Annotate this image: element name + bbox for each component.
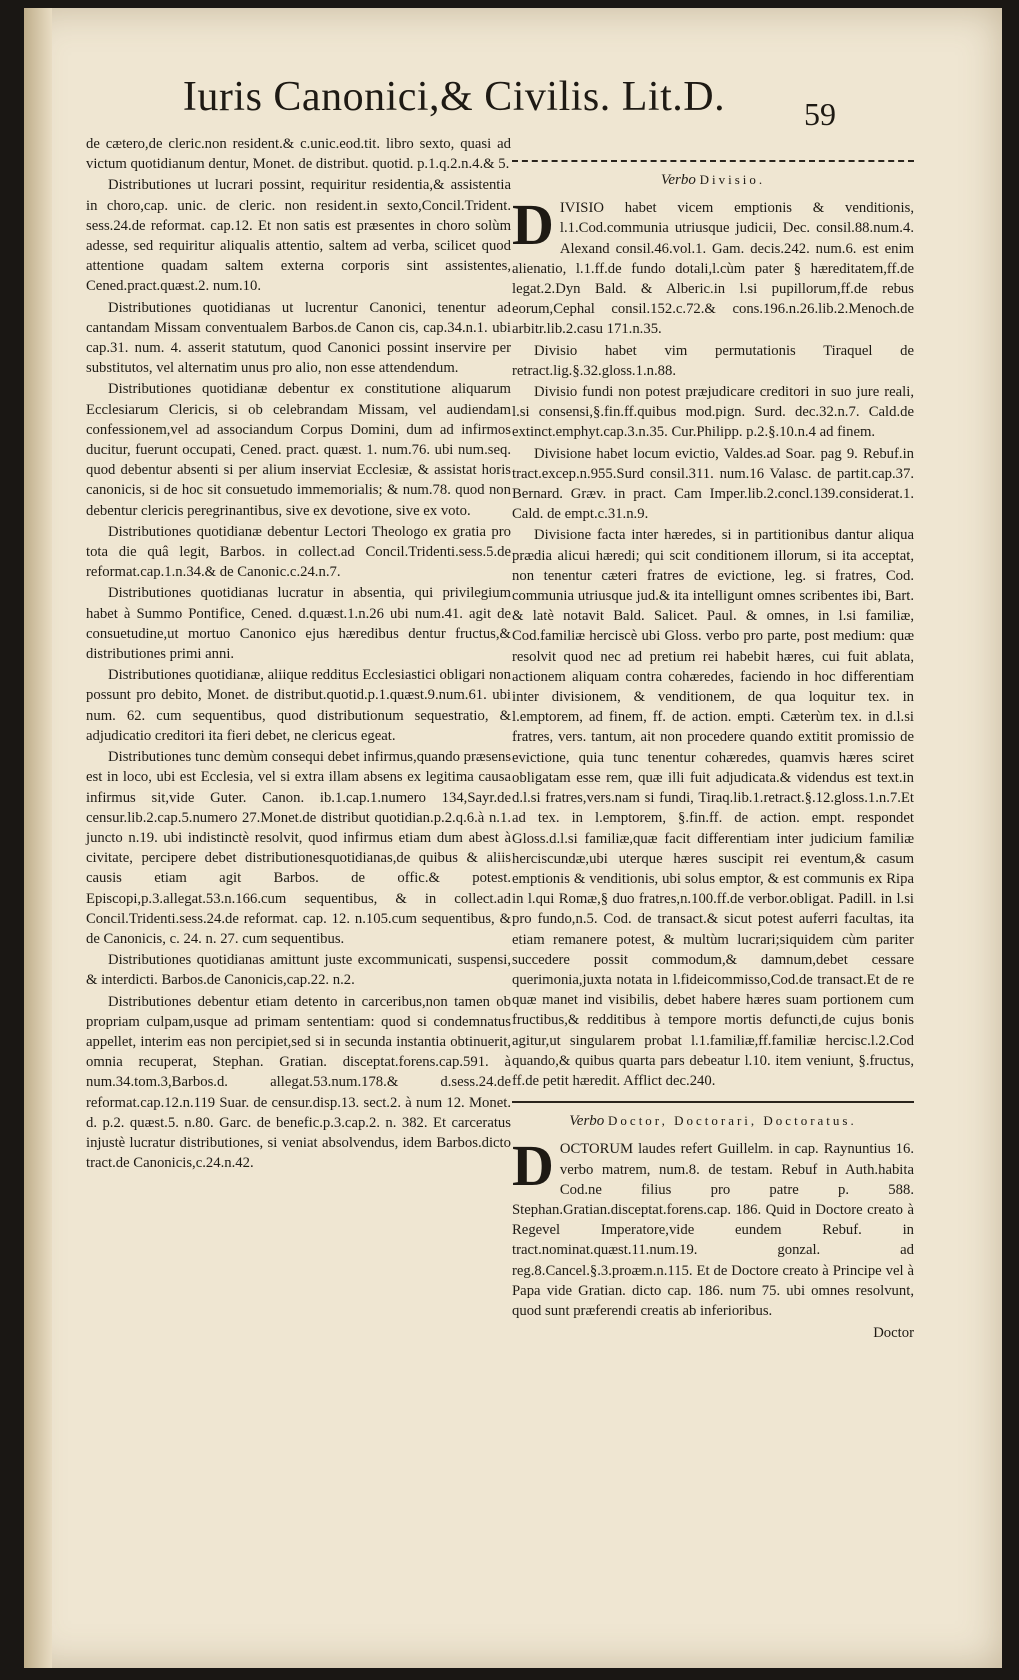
left-paragraph: Distributiones quotidianæ debentur Lectori Theologo ex gratia pro tota die quâ legit, Barbos. in collect.ad Concil.Tridenti.sess.5.de reformat.cap.1.n.34.& de Canonic.c.24.n.7. [86, 523, 511, 581]
right-paragraph: Divisione facta inter hæredes, si in partitionibus dantur aliqua prædia alicui hæredi; qui scit conditionem illorum, si ita acceptat, non tenentur cæteri fratres de evictione, leg. si fratres, Cod. communia utriusque jud.& ita intelligunt omnes scribentes ibi, Bart. & latè notavit Bald. Salicet. Paul. & omnes, in l.si familiæ, Cod.familiæ herciscè ubi Gloss. verbo pro parte, post medium: quæ resolvit quod nec ad pretium rei habebit hæres, cui fuit ablata, actionem aliquam contra cohæredes, faciendo in hoc differentiam inter divisionem, & venditionem, de qua loquitur tex. in l.emptorem, ad finem, ff. de action. empti. Cæterùm tex. in d.l.si fratres, vers. tantum, ait non procedere quando extitit promissio de evictione, quia tunc tenentur cohæredes, quamvis hæres sciret obligatam esse rem, quæ illi fuit adjudicata.& videndus est text.in d.l.si fratres,vers.nam si fundi, Tiraq.lib.1.retract.§.12.gloss.1.n.7.Et ad tex. in l.emptorem, §.fin.ff. de action. empt. respondet Gloss.d.l.si familiæ,quæ facit differentiam inter judicium familiæ herciscundæ,ubi uterque hæres suscipit rei eventum,& casum emptionis & venditionis, ubi solus emptor, & est communis ex Ripa in l.qui Romæ,§ duo fratres,n.100.ff.de verbor.obligat. Padill. in l.si pro fundo,n.5. Cod. de transact.& sicut potest auferri facultas, ita etiam remanere potest, & multùm lucrari;siquidem cùm pariter succedere possit commodum,& damnum,debet cessare querimonia,juxta notata in l.fideicommisso,Cod.de transact.Et de re quæ manet ind visibilis, debet habere hæres suam portionem cum fructibus,& redditibus à tempore mortis defuncti,de cujus bonis agitur,ut singularem probat l.1.familiæ,ff.familiæ hercisc.l.2.Cod quando,& quibus quarta pars debeatur l.10. item veniunt, §.fructus, ff.de petit hæredit. Afflict dec.240. [512, 527, 914, 1089]
drop-cap-initial: D [512, 1133, 554, 1199]
section-rule [512, 160, 914, 162]
entry-doctor-first [512, 1133, 914, 1321]
entry-text: IVISIO habet vicem emptionis & venditionis, l.1.Cod.communia utriusque judicii, Dec. consil.88.num.4. Alexand consil.46.vol.1. Gam. decis.242. num.6. est enim alienatio, l.1.ff.de fundo dotali,l.cùm pater § hæreditatem,ff.de legat.2.Dyn Bald. & Alberic.in l.si pupillorum,ff.de rebus eorum,Cephal consil.152.c.72.& cons.196.n.26.lib.2.Menoch.de arbitr.lib.2.casu 171.n.35. [512, 200, 914, 338]
right-paragraph: Divisio habet vim permutationis Tiraquel de retract.lig.§.32.gloss.1.n.88. [512, 342, 914, 379]
left-paragraph: Distributiones quotidianæ debentur ex constitutione aliquarum Ecclesiarum Clericis, si ob celebrandam Missam, vel audiendam confessionem,vel ad associandum Corpus Domini, dum ad infirmos ducitur, fuerunt occupati, Cened. pract. quæst. 1. num.76. ubi num.seq. quod debentur absenti si per alium inserviat Ecclesiæ, & assistat horis canonicis, si de hoc sit consuetudo immemorialis; & num.78. quod non debentur clericis peregrinantibus, sive ex devotione, sive ex voto. [86, 381, 511, 519]
entry-text: OCTORUM laudes refert Guillelm. in cap. Raynuntius 16. verbo matrem, num.8. de testam. Rebuf in Auth.habita Cod.ne filius pro patre p. 588. Stephan.Gratian.disceptat.forens.cap. 186. Quid in Doctore creato à Regevel Imperatore,vide eundem Rebuf. in tract.nominat.quæst.11.num.19. gonzal. ad reg.8.Cancel.§.3.proæm.n.115. Et de Doctore creato à Principe vel à Papa vide Gratian. dicto cap. 186. num 75. ubi omnes resolvunt, quod sunt præferendi creatis ab inferioribus. [512, 1141, 914, 1319]
left-paragraph: de cætero,de cleric.non resident.& c.unic.eod.tit. libro sexto, quasi ad victum quotidianum dentur, Monet. de distribut. quotid. p.1.q.2.n.4.& 5. [86, 136, 511, 173]
heading-term: Divisio. [699, 172, 766, 187]
left-paragraph: Distributiones quotidianas amittunt juste excommunicati, suspensi, & interdicti. Barbos.de Canonicis,cap.22. n.2. [86, 952, 511, 989]
catchword: Doctor [873, 1325, 914, 1342]
left-paragraph: Distributiones quotidianæ, aliique redditus Ecclesiastici obligari non possunt pro debito, Monet. de distribut.quotid.p.1.quæst.9.num.61. ubi num. 62. cum sequentibus, quod distributionum sequestratio, & adjudicatio creditori ita fieri debet, ne clericus egeat. [86, 667, 511, 744]
section-heading-divisio [512, 170, 914, 190]
heading-term: Doctor, Doctorari, Doctoratus. [608, 1113, 857, 1129]
left-column [86, 134, 511, 1174]
running-title: Iuris Canonici,& Civilis. Lit.D. [182, 74, 726, 120]
right-column [512, 160, 914, 1343]
right-paragraph: Divisio fundi non potest præjudicare creditori in suo jure reali, l.si consensi,§.fin.ff.quibus mod.pign. Surd. dec.32.n.7. Cald.de extinct.emphyt.cap.3.n.35. Cur.Philipp. p.2.§.10.n.4 ad finem. [512, 384, 914, 441]
book-page [24, 8, 1002, 1668]
section-rule [512, 1101, 914, 1103]
left-paragraph: Distributiones ut lucrari possint, requiritur residentia,& assistentia in choro,cap. unic. de cleric. non resident.in sexto,Concil.Trident. sess.24.de reformat. cap.12. Et non satis est præsentes in choro solùm adesse, sed requiritur aliqualis attentio, saltem ad verba, scilicet quod attentione quadam saltem externa corporis sint assistentes, Cened.pract.quæst.2. num.10. [86, 177, 511, 295]
page-gutter [24, 8, 52, 1668]
entry-divisio-first [512, 192, 914, 339]
left-paragraph: Distributiones tunc demùm consequi debet infirmus,quando præsens est in loco, ubi est Ecclesia, vel si extra illam absens ex legitima causa infirmus sit,vide Guter. Canon. ib.1.cap.1.numero 134,Sayr.de censur.lib.2.cap.5.numero 27.Monet.de distribut quotidian.p.2.q.6.à n.1. juncto n.19. ubi indistinctè resolvit, quod infirmus etiam dum abest à civitate, percipere debet distributionesquotidianas,de quibus & aliis causis etiam agit Barbos. de offic.& potest. Episcopi,p.3.allegat.53.n.166.cum sequentibus, & in collect.ad Concil.Tridenti.sess.24.de reformat. cap. 12. n.105.cum sequentibus, & de Canonicis, c. 24. n. 27. cum sequentibus. [86, 749, 511, 947]
drop-cap-initial: D [512, 192, 554, 258]
heading-verbo: Verbo [660, 172, 696, 188]
right-paragraph: Divisione habet locum evictio, Valdes.ad Soar. pag 9. Rebuf.in tract.excep.n.955.Surd consil.311. num.16 Valasc. de partit.cap.37. Bernard. Græv. in pract. Cam Imper.lib.2.concl.139.considerat.1. Cald. de empt.c.31.n.9. [512, 445, 914, 523]
section-heading-doctor [512, 1111, 914, 1131]
left-paragraph: Distributiones quotidianas ut lucrentur Canonici, tenentur ad cantandam Missam conventualem Barbos.de Canon cis, cap.34.n.1. ubi cap.31. num. 4. asserit statutum, quod Canonici possint inservire per substitutos, vel alternatim unus pro alio, non esse attendendum. [86, 299, 511, 377]
left-paragraph: Distributiones debentur etiam detento in carceribus,non tamen ob propriam culpam,usque ad primam sententiam: quod si condemnatus appellet, interim eas non percipiet,sed si in secunda instantia obtinuerit, omnia recuperat, Stephan. Gratian. disceptat.forens.cap.591. à num.34.tom.3,Barbos.d. allegat.53.num.178.& d.sess.24.de reformat.cap.12.n.119 Suar. de censur.disp.13. sect.2. à num 12. Monet. d. p.2. quæst.5. n.80. Garc. de benefic.p.3.cap.2. n. 382. Et carceratus injustè lucratur distributiones, si veniat absolvendus, idem Barbos.dicto tract.de Canonicis,c.24.n.42. [86, 993, 511, 1172]
heading-verbo: Verbo [569, 1113, 605, 1130]
page-number: 59 [804, 96, 836, 132]
left-paragraph: Distributiones quotidianas lucratur in absentia, qui privilegium habet à Summo Pontifice, Cened. d.quæst.1.n.26 ubi num.41. agit de consuetudine,ut mortuo Canonico ejus hæredibus dentur fructus,& distributiones primi anni. [86, 585, 511, 663]
